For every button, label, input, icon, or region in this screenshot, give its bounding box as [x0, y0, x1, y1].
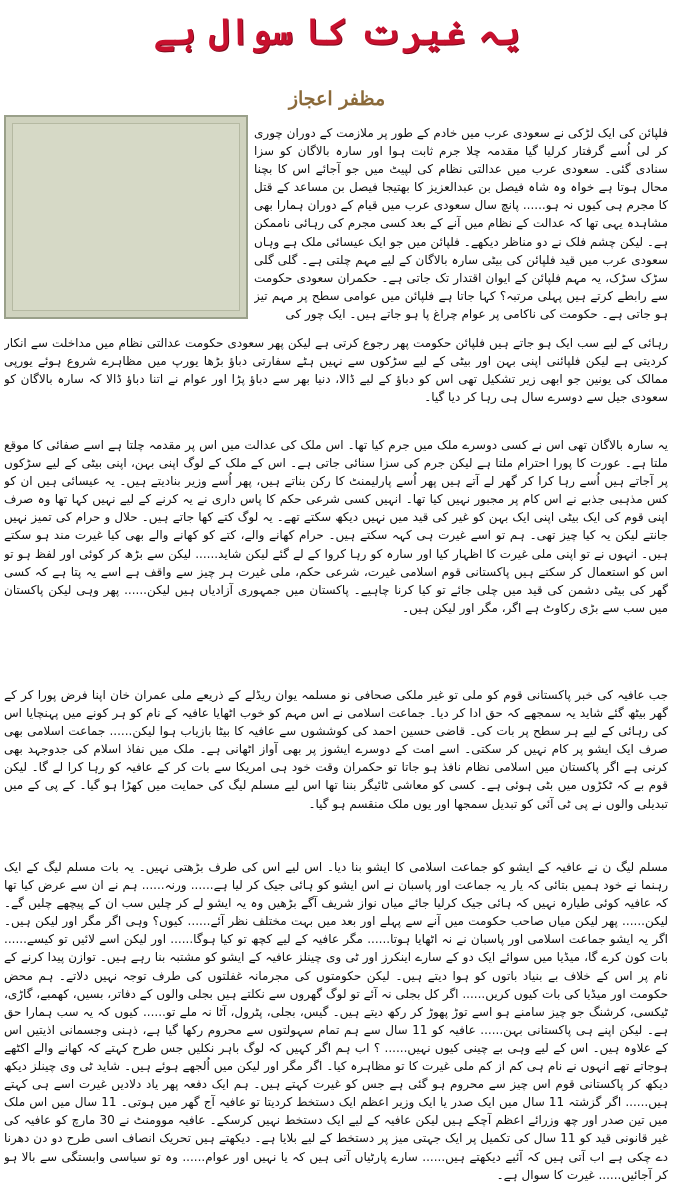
headline: یہ غیرت کا سوال ہے — [153, 11, 521, 53]
byline: مظفر اعجاز — [288, 88, 386, 110]
paragraph-2-text: یہ سارہ بالاگان تھی اس نے کسی دوسرے ملک میں جرم کیا تھا۔ اس ملک کی عدالت میں اس پر مقدمہ چلتا ہے اسے صفائی کا موقع ملتا ہے۔ عورت کا پورا احترام ملتا ہے لیکن جرم کی سزا سنائی جاتی ہے۔ اس کے ملک کے لوگ اپنی بہن، اپنی بیٹی کے لیے سڑکوں پر آجاتے ہیں اُسے رہا کرا کر گھر لے آتے ہیں پھر اُسے پارلیمنٹ کا رکن بناتے ہیں، پھر اُسے وزیر بنادیتے ہیں۔ یہ عیسائی ہیں ان کو کس مذہبی جذبے نے اس کام پر مجبور نہیں کیا تھا۔ انہیں کسی شرعی حکم کا پاس داری نے یہ کرنے کے لیے نہیں کہا تھا وہ صرف اپنی قوم کی ایک بیٹی اپنی ایک بہن کو غیر کی قید میں نہیں دیکھ سکتے تھے۔ یہ لوگ کتے کھا جاتے ہیں۔ حلال و حرام کی تمیز نہیں جانتے لیکن یہ کیا چیز تھی۔ ہم تو اسے غیرت ہی کہہ سکتے ہیں۔ حرام کھانے والے، کتے کو کھانے والے بھی کیا غیرت مند ہو سکتے ہیں۔ انہوں نے تو اپنی ملی غیرت کا اظہار کیا اور سارہ کو رہا کروا کے لے گئے لیکن شاید...... لیکن سے بڑھ کر کوئی اور لفظ ہو تو اس کو استعمال کر سکتے ہیں پاکستانی قوم اسلامی غیرت، شرعی حکم، ملی غیرت ہر چیز سے واقف ہے اسے یہ پتا ہے کہ کسی گھر کی بیٹی دشمن کی قید میں چلی جائے تو کیا کرنا چاہیے۔ پاکستان میں جمہوری آزادیاں ہیں لیکن...... پھر وہی لیکن پاکستان میں سب سے بڑی رکاوٹ ہے اگر، مگر اور لیکن ہیں۔ — [4, 438, 668, 615]
paragraph-3 — [4, 686, 668, 846]
paragraph-1-text: فلپائن کی ایک لڑکی نے سعودی عرب میں خادم کے طور پر ملازمت کے دوران چوری کر لی اُسے گرفتار کرلیا گیا مقدمہ چلا جرم ثابت ہوا اور سارہ بالاگان کو سزا سنادی گئی۔ سعودی عرب میں عدالتی نظام کی لپیٹ میں جو آجائے اس کا بچنا محال ہوتا ہے خواہ وہ شاہ فیصل بن عبدالعزیز کا بھتیجا فیصل بن مساعد کے قتل کا مجرم ہی کیوں نہ ہو...... پانچ سال سعودی عرب میں قیام کے دوران ہمارا بھی مشاہدہ یہی تھا کہ عدالت کے نظام میں آنے کے بعد کسی مجرم کی رہائی ناممکن ہے۔ لیکن چشم فلک نے دو مناظر دیکھے۔ فلپائن میں جو ایک عیسائی ملک ہے وہاں سعودی عرب میں قید فلپائن کی بیٹی سارہ بالاگان کے لیے مہم چلتی ہے۔ گلی گلی سڑک سڑک، یہ مہم فلپائن کے ایوان اقتدار تک جاتی ہے۔ حکمران سعودی حکومت سے رابطے کرتے ہیں پہلی مرتبہ؟ کہا جاتا ہے فلپائن میں عوامی سطح پر مہم تیز ہو جاتی ہے۔ حکومت کی ناکامی پر عوام چراغ پا ہو جاتے ہیں۔ ایک چور کی — [254, 126, 668, 321]
paragraph-1-lower — [4, 334, 668, 428]
paragraph-4 — [4, 858, 668, 1194]
paragraph-3-text: جب عافیہ کی خبر پاکستانی قوم کو ملی تو غیر ملکی صحافی نو مسلمہ یوان ریڈلے کے ذریعے ملی عمران خان اپنا فرض پورا کر کے گھر بیٹھ گئے شاید یہ سمجھے کہ حق ادا کر دیا۔ جماعت اسلامی نے اس مہم کو خوب اٹھایا عافیہ کے نام کو ہر کونے میں پہنچایا اس کی رہائی کے لیے ہر سطح پر بات کی۔ قاضی حسین احمد کی کوششوں سے عافیہ کا بیٹا بازیاب ہوا لیکن...... جماعت اسلامی بھی صرف ایک ایشو پر کام نہیں کر سکتی۔ اسے امت کے دوسرے ایشوز پر بھی آواز اٹھانی ہے۔ ملک میں نفاذ اسلام کی جدوجہد بھی کرنی ہے اگر پاکستان میں اسلامی نظام نافذ ہو جاتا تو حکمران وقت خود ہی امریکا سے بات کر کے عافیہ کو رہا کرا لے گا۔ لیکن قوم بے کہ ٹکڑوں میں بٹی ہوئی ہے۔ کسی کو معاشی ٹائیگر بننا تھا اس لیے مسلم لیگ کی حمایت میں کھڑا ہو گیا۔ کے پی کے میں تبدیلی والوں نے پی ٹی آئی کو تبدیل سمجھا اور یوں ملک منقسم ہو گیا۔ — [4, 688, 668, 811]
photo-placeholder-icon — [12, 123, 240, 311]
paragraph-2 — [4, 436, 668, 674]
paragraph-1-continuation: رہائی کے لیے سب ایک ہو جاتے ہیں فلپائن حکومت پھر رجوع کرتی ہے لیکن پھر سعودی حکومت عدالتی نظام میں مداخلت سے انکار کردیتی ہے لیکن فلپائنی اپنی بہن اور بیٹی کے لیے سڑکوں سے نہیں ہٹے سفارتی دباؤ بڑھا یورپ میں مظاہرے شروع ہوئے یورپی ممالک کی یونین جو ابھی زیر تشکیل تھی اس کو دباؤ کے لیے ڈالا، دنیا بھر سے دباؤ پڑا اور عوام نے اتنا دباؤ ڈالا کہ سارہ بالاگان کو سعودی جیل سے دوسرے سال ہی رہا کر دیا گیا۔ — [4, 336, 668, 405]
paragraph-4-text: مسلم لیگ ن نے عافیہ کے ایشو کو جماعت اسلامی کا ایشو بنا دیا۔ اس لیے اس کی طرف بڑھتی نہیں۔ یہ بات مسلم لیگ کے ایک رہنما نے خود ہمیں بتائی کہ یار یہ جماعت اور پاسبان نے اس ایشو کو ہائی جیک کر لیا ہے...... ورنہ...... ہم نے ان سے عرض کیا تھا کہ عافیہ کوئی طیارہ نہیں کہ ہائی جیک کرلیا جائے میاں نواز شریف آگے بڑھیں وہ یہ ایشو لے کر چلیں سب ان کے پیچھے چلیں گے۔ لیکن...... پھر لیکن میاں صاحب حکومت میں آنے سے پہلے اور بعد میں بہت مختلف نظر آئے...... کیوں؟ وہی اگر مگر اور لیکن ہیں۔ اگر یہ ایشو جماعت اسلامی اور پاسبان نے نہ اٹھایا ہوتا...... مگر عافیہ کے لیے کچھ تو کیا ہوگا...... اور لیکن اسے لائیں تو کیسے...... بات کون کرے گا، میڈیا میں سوائے ایک دو کے سارے اینکرز اور ٹی وی چینلز عافیہ کے ایشو کو مشتبہ بنا رہے ہیں۔ توازن پیدا کرنے کے نام پر اس کے خلاف بے بنیاد باتوں کو ہوا دیتے ہیں۔ لیکن حکومتوں کی مجرمانہ غفلتوں کی طرف توجہ نہیں دلاتے۔ ہم محض حکومت اور میڈیا کی بات کیوں کریں...... اگر کل بجلی نہ آئے تو لوگ گھروں سے نکلتے ہیں بجلی والوں کے دفاتر، بسیں، کھمبے، گاڑی، ٹیکسی، کرشنگ جو چیز سامنے ہو اسے توڑ پھوڑ کر رکھ دیتے ہیں۔ گیس، بجلی، پٹرول، آٹا نہ ملے تو...... کیوں کہ یہ سب ہمارا حق ہے۔ لیکن اپنے ہی پاکستانی بہن...... عافیہ کو 11 سال سے ہم تمام سہولتوں سے محروم رکھا گیا ہے، ذہنی وجسمانی اذیتیں اس کے علاوہ ہیں۔ اس کے لیے وہی بے چینی کیوں نہیں...... ؟ اب ہم اگر کہیں کہ لوگ باہر نکلیں جس طرح کہتے کہ کھانے والے اکٹھے ہوجاتے تھے انہوں نے نام ہی کم از کم ملی غیرت کا تو مظاہرہ کیا۔ اگر مگر اور لیکن میں اُلجھے ہوئے ہیں۔ شاید ٹی وی چینلز دیکھ دیکھ کر پاکستانی قوم اس چیز سے محروم ہو گئی ہے جس کو غیرت کہتے ہیں۔ ہم ایک دفعہ پھر یاد دلادیں غیرت اسے ہی کہتے ہیں...... اگر گزشتہ 11 سال میں ایک صدر یا ایک وزیر اعظم ایک دستخط کردیتا تو عافیہ آج گھر میں ہوتی۔ 11 سال میں اس ملک میں تین صدر اور چھ وزرائے اعظم آچکے ہیں لیکن عافیہ کے لیے ایک دستخط نہیں کرسکے۔ عافیہ موومنٹ نے 30 مارچ کو عافیہ کی غیر قانونی قید کو 11 سال کی تکمیل پر ایک جہتی میز پر دستخط کے لیے بلایا ہے۔ دیکھتے ہیں تحریک انصاف اسی طرح دو دن دھرنا دے چکی ہے اب آتی ہیں کہ آئیے دیکھتے ہیں...... سارے پارٹیاں آتی ہیں کہ یا نہیں اور عوام...... وہ تو سیاسی وابستگی سے بالا ہو کر آجائیں...... غیرت کا سوال ہے۔ — [4, 860, 668, 1182]
article-photo — [4, 115, 248, 319]
paragraph-1-upper — [254, 124, 668, 334]
